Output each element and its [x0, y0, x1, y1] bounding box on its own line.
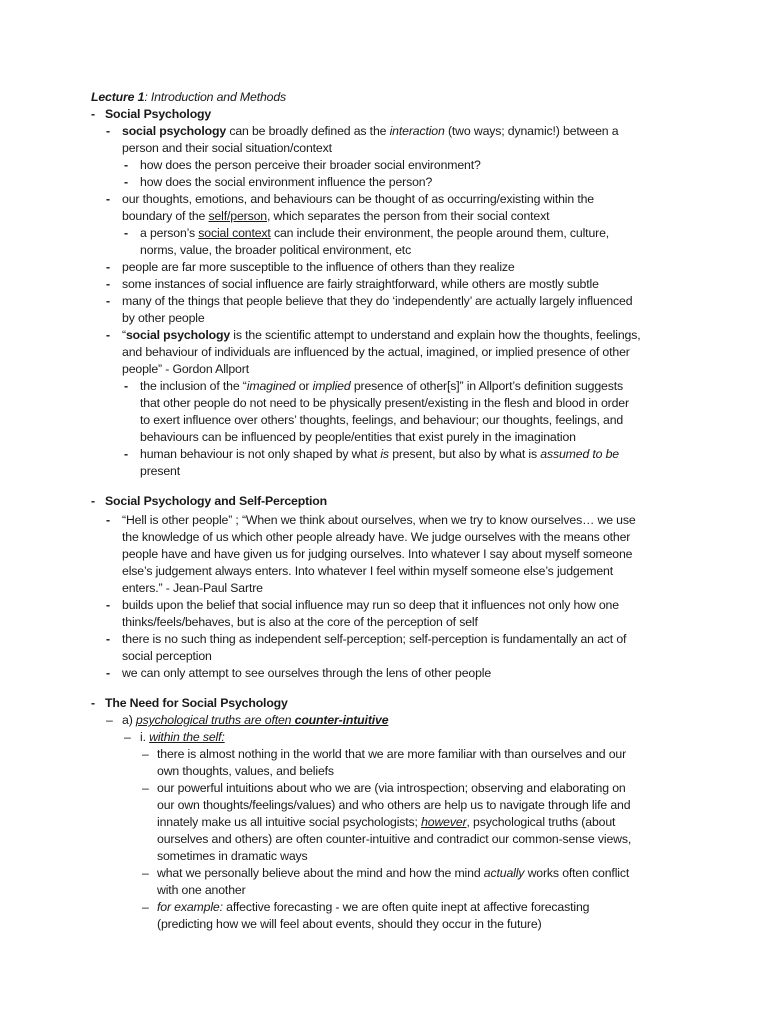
text-line: our own thoughts/feelings/values) and who others are help us to navigate through life and: [157, 798, 631, 812]
text-line: people are far more susceptible to the influence of others than they realize: [122, 260, 515, 274]
text-line: “social psychology is the scientific attempt to understand and explain how the thoughts, feelings,: [122, 328, 641, 342]
text-line: “Hell is other people” ; “When we think about ourselves, when we try to know ourselves… we use: [122, 513, 636, 527]
text-line: with one another: [157, 883, 246, 897]
lecture-title: Lecture 1: Introduction and Methods: [91, 90, 287, 104]
text-line: a person’s social context can include their environment, the people around them, culture,: [140, 226, 610, 240]
text-line: behaviours can be influenced by people/entities that exist purely in the imagination: [140, 430, 576, 444]
text-line: (predicting how we will feel about events, should they occur in the future): [157, 917, 542, 931]
text-line: our thoughts, emotions, and behaviours can be thought of as occurring/existing within the: [122, 192, 594, 206]
text-line: that other people do not need to be physically present/existing in the flesh and blood in order: [140, 396, 629, 410]
text-line: innately make us all intuitive social psychologists; however, psychological truths (about: [157, 815, 616, 829]
text-line: people have and have given us for judging ourselves. Into whatever I say about myself someone: [122, 547, 633, 561]
text-line: and behaviour of individuals are influenced by the actual, imagined, or implied presence of other: [122, 345, 630, 359]
bullet-dash: -: [91, 494, 96, 508]
section-heading: Social Psychology: [105, 107, 212, 121]
text-line: by other people: [122, 311, 205, 325]
text-line: many of the things that people believe that they do ‘independently’ are actually largely influenced: [122, 294, 633, 308]
bullet-dash: -: [106, 260, 111, 274]
text-line: boundary of the self/person, which separates the person from their social context: [122, 209, 550, 223]
text-line: ourselves and others) are often counter-intuitive and contradict our common-sense views,: [157, 832, 632, 846]
text-line: social perception: [122, 649, 212, 663]
text-line: there is no such thing as independent self-perception; self-perception is fundamentally an act of: [122, 632, 627, 646]
bullet-dash: -: [124, 447, 129, 461]
text-line: else’s judgement always enters. Into whatever I feel within myself someone else’s judgement: [122, 564, 614, 578]
bullet-dash: -: [124, 226, 129, 240]
text-line: thinks/feels/behaves, but is also at the core of the perception of self: [122, 615, 478, 629]
bullet-dash: -: [106, 598, 111, 612]
bullet-dash: -: [106, 328, 111, 342]
text-line: i. within the self:: [140, 730, 225, 744]
bullet-dash: –: [142, 747, 149, 761]
text-line: the inclusion of the “imagined or implied presence of other[s]” in Allport’s definition suggests: [140, 379, 624, 393]
bullet-dash: -: [106, 192, 111, 206]
text-line: people” - Gordon Allport: [122, 362, 249, 376]
text-line: enters.” - Jean-Paul Sartre: [122, 581, 263, 595]
text-line: person and their social situation/context: [122, 141, 332, 155]
text-line: how does the social environment influence the person?: [140, 175, 433, 189]
text-line: our powerful intuitions about who we are (via introspection; observing and elaborating on: [157, 781, 626, 795]
section-heading: Social Psychology and Self-Perception: [105, 494, 328, 508]
bullet-dash: -: [91, 696, 96, 710]
text-line: own thoughts, values, and beliefs: [157, 764, 334, 778]
text-line: builds upon the belief that social influence may run so deep that it influences not only how one: [122, 598, 619, 612]
text-line: we can only attempt to see ourselves through the lens of other people: [122, 666, 492, 680]
text-line: human behaviour is not only shaped by what is present, but also by what is assumed to be: [140, 447, 619, 461]
bullet-dash: -: [106, 666, 111, 680]
bullet-dash: -: [106, 513, 111, 527]
text-line: some instances of social influence are fairly straightforward, while others are mostly subtle: [122, 277, 599, 291]
bullet-dash: -: [106, 632, 111, 646]
text-line: how does the person perceive their broader social environment?: [140, 158, 481, 172]
bullet-dash: -: [124, 379, 129, 393]
text-line: a) psychological truths are often counter-intuitive: [122, 713, 389, 727]
text-line: present: [140, 464, 180, 478]
text-line: sometimes in dramatic ways: [157, 849, 308, 863]
text-line: the knowledge of us which other people already have. We judge ourselves with the means other: [122, 530, 631, 544]
bullet-dash: –: [106, 713, 113, 727]
bullet-dash: –: [142, 781, 149, 795]
text-line: what we personally believe about the mind and how the mind actually works often conflict: [157, 866, 630, 880]
bullet-dash: –: [142, 866, 149, 880]
section-heading: The Need for Social Psychology: [105, 696, 288, 710]
text-line: norms, value, the broader political environment, etc: [140, 243, 412, 257]
bullet-dash: -: [106, 294, 111, 308]
bullet-dash: -: [91, 107, 96, 121]
bullet-dash: –: [142, 900, 149, 914]
bullet-dash: -: [106, 124, 111, 138]
text-line: to exert influence over others’ thoughts, feelings, and behaviour; our thoughts, feelings, and: [140, 413, 624, 427]
bullet-dash: –: [124, 730, 131, 744]
bullet-dash: -: [124, 158, 129, 172]
text-line: for example: affective forecasting - we are often quite inept at affective forecasting: [157, 900, 590, 914]
text-line: social psychology can be broadly defined as the interaction (two ways; dynamic!) between a: [122, 124, 619, 138]
bullet-dash: -: [106, 277, 111, 291]
text-line: there is almost nothing in the world that we are more familiar with than ourselves and our: [157, 747, 627, 761]
bullet-dash: -: [124, 175, 129, 189]
